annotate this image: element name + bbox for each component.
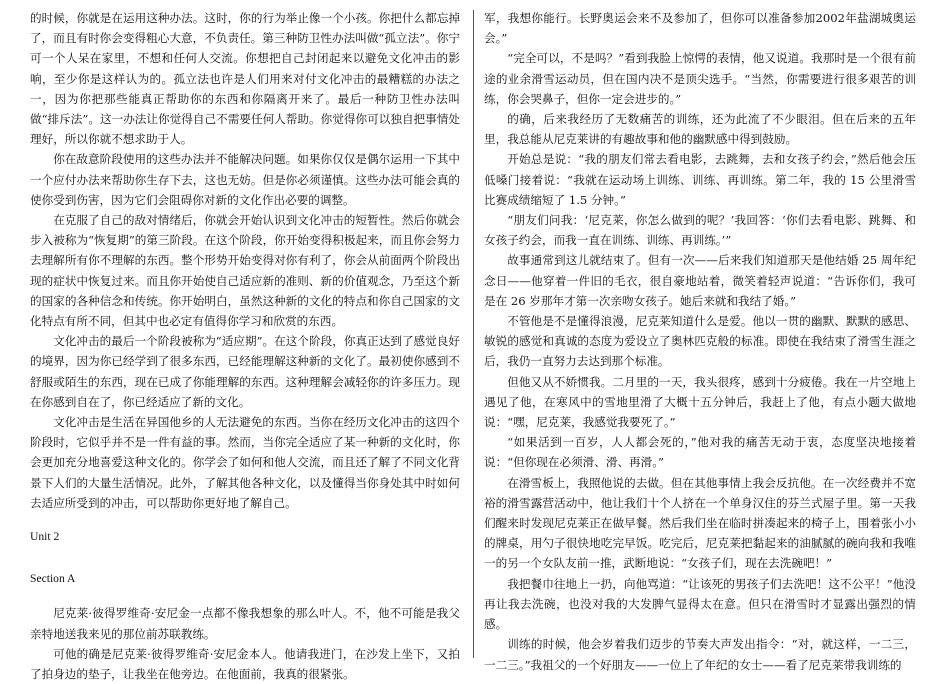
left-paragraph-1: 的时候，你就是在运用这种办法。这时，你的行为举止像一个小孩。你把什么都忘掉了，而且有时你会变得粗心大意，不负责任。第三种防卫性办法叫做“孤立法”。你宁可一个人呆在家里，不想和任何人交流。你想把自己封闭起来以避免文化冲击的影响，至少你是这样认为的。孤立法也许是人们用来对付文化冲击的最糟糕的办法之一，因为你把那些能真正帮助你的东西和你隔离开来了。最后一种防卫性办法叫做“排斥法”。这一办法让你觉得自己不需要任何人帮助。你觉得你可以独自把事情处理好，所以你就不想求助于人。	[30, 11, 460, 147]
section-heading: Section A	[30, 572, 76, 586]
left-paragraph-6: 尼克莱·彼得罗维奇·安尼金一点都不像我想象的那么叶人。不，他不可能是我父亲特地送我来见的那位前苏联教练。	[30, 606, 460, 641]
column-divider	[473, 10, 474, 658]
left-paragraph-3: 在克服了自己的敌对情绪后，你就会开始认识到文化冲击的短暂性。然后你就会步入被称为“恢复期”的第三阶段。在这个阶段，你开始变得积极起来，而且你会努力去理解所有你不理解的东西。整个形势开始变得对你有利了，你会从前面两个阶段出现的症状中恢复过来。而且你开始使自己适应新的准则、新的价值观念，乃至这个新的国家的各种信念和传统。你开始明白，虽然这种新的文化的特点和你自己国家的文化特点有所不同，但其中也必定有值得你学习和欣赏的东西。	[30, 213, 460, 329]
left-column	[30, 8, 460, 684]
left-paragraph-7: 可他的确是尼克莱·彼得罗维奇·安尼金本人。他请我进门，在沙发上坐下，又拍了拍身边的垫子，让我坐在他旁边。在他面前，我真的很紧张。	[30, 646, 460, 682]
right-paragraph-11: 我把餐巾往地上一扔，向他骂道：“让该死的男孩子们去洗吧！这不公平！”他没再让我去洗碗，也没对我的大发脾气显得太在意。但只在滑雪时才显露出强烈的情感。	[484, 576, 916, 632]
right-paragraph-5: “朋友们问我：‘尼克莱，你怎么做到的呢？’我回答：‘你们去看电影、跳舞、和女孩子约会，而我一直在训练、训练、再训练。’”	[484, 213, 916, 248]
right-paragraph-4: 开始总是说：“我的朋友们常去看电影，去跳舞，去和女孩子约会，”然后他会压低嗓门接着说：“我就在运动场上训练、训练、再训练。第二年，我的 15 公里滑雪比赛成绩缩短了 1.5 分钟。”	[484, 152, 916, 207]
right-paragraph-6: 故事通常到这儿就结束了。但有一次——后来我们知道那天是他结婚 25 周年纪念日——他穿着一件旧的毛衣，很自豪地站着，微笑着轻声说道：“告诉你们，我可是在 26 岁那年才第一次亲吻女孩子。她后来就和我结了婚。”	[484, 253, 916, 308]
right-paragraph-1: 军，我想你能行。长野奥运会来不及参加了，但你可以准备参加2002年盐湖城奥运会。”	[484, 11, 916, 46]
right-paragraph-3: 的确，后来我经历了无数痛苦的训练，还为此流了不少眼泪。但在后来的五年里，我总能从尼克莱讲的有趣故事和他的幽默感中得到鼓励。	[484, 112, 916, 147]
right-paragraph-12: 训练的时候，他会岁着我们迈步的节奏大声发出指令：“对，就这样，一二三，一二三。”我祖父的一个好朋友——一位上了年纪的女士——看了尼克莱带我训练的	[484, 637, 916, 672]
unit-heading: Unit 2	[30, 530, 60, 544]
right-paragraph-9: “如果活到一百岁，人人都会死的，”他对我的痛苦无动于衷，态度坚决地接着说：“但你现在必须滑、滑、再滑。”	[484, 435, 916, 470]
left-paragraph-5: 文化冲击是生活在异国他乡的人无法避免的东西。当你在经历文化冲击的这四个阶段时，它似乎并不是一件有益的事。然而，当你完全适应了某一种新的文化时，你会更加充分地喜爱这种文化的。你学会了如何和他人交流，而且还了解了不同文化背景下人们的大量生活情况。此外，了解其他各种文化，以及懂得当你身处其中时如何去适应所受到的冲击，可以帮助你更好地了解自己。	[30, 415, 460, 510]
right-paragraph-10: 在滑雪板上，我照他说的去做。但在其他事情上我会反抗他。在一次经费并不宽裕的滑雪露营活动中，他让我们十个人挤在一个单身汉住的芬兰式屋子里。第一天我们醒来时发现尼克莱正在做早餐。然后我们坐在临时拼凑起来的椅子上，围着张小小的牌桌，用勺子很快地吃完早饭。吃完后，尼克莱把黏起来的油腻腻的碗向我和我唯一的另一个女队友前一推，武断地说：“女孩子们，现在去洗碗吧！”	[484, 475, 916, 571]
right-paragraph-2: “完全可以，不是吗？”看到我脸上惊愕的表情，他又说道。我那时是一个很有前途的业余滑雪运动员，但在国内决不是顶尖选手。“当然，你需要进行很多艰苦的训练，你会哭鼻子，但你一定会进步的。”	[484, 51, 916, 106]
right-column	[484, 8, 916, 675]
left-paragraph-4: 文化冲击的最后一个阶段被称为“适应期”。在这个阶段，你真正达到了感觉良好的境界，因为你已经学到了很多东西，已经能理解这种新的文化了。最初使你感到不舒服或陌生的东西，现在已成了你能理解的东西。这种理解会减轻你的许多压力。现在你感到自在了，你已经适应了新的文化。	[30, 334, 460, 409]
right-paragraph-7: 不管他是不是懂得浪漫，尼克莱知道什么是爱。他以一贯的幽默、默默的感思、敏锐的感觉和真诚的态度为爱设立了奥林匹克般的标准。即使在我结束了滑雪生涯之后，我仍一直努力去达到那个标准。	[484, 314, 916, 369]
right-paragraph-8: 但他又从不娇惯我。二月里的一天，我头很疼，感到十分疲倦。我在一片空地上遇见了他，在寒风中的雪地里滑了大概十五分钟后，我赶上了他，有点小题大做地说：“嘿，尼克莱，我感觉我要死了。”	[484, 374, 916, 430]
left-paragraph-2: 你在敌意阶段使用的这些办法并不能解决问题。如果你仅仅是偶尔运用一下其中一个应付办法来帮助你生存下去，这也无妨。但是你必须谨慎。这些办法可能会真的使你受到伤害，因为它们会阻碍你对新的文化作出必要的调整。	[30, 152, 460, 207]
